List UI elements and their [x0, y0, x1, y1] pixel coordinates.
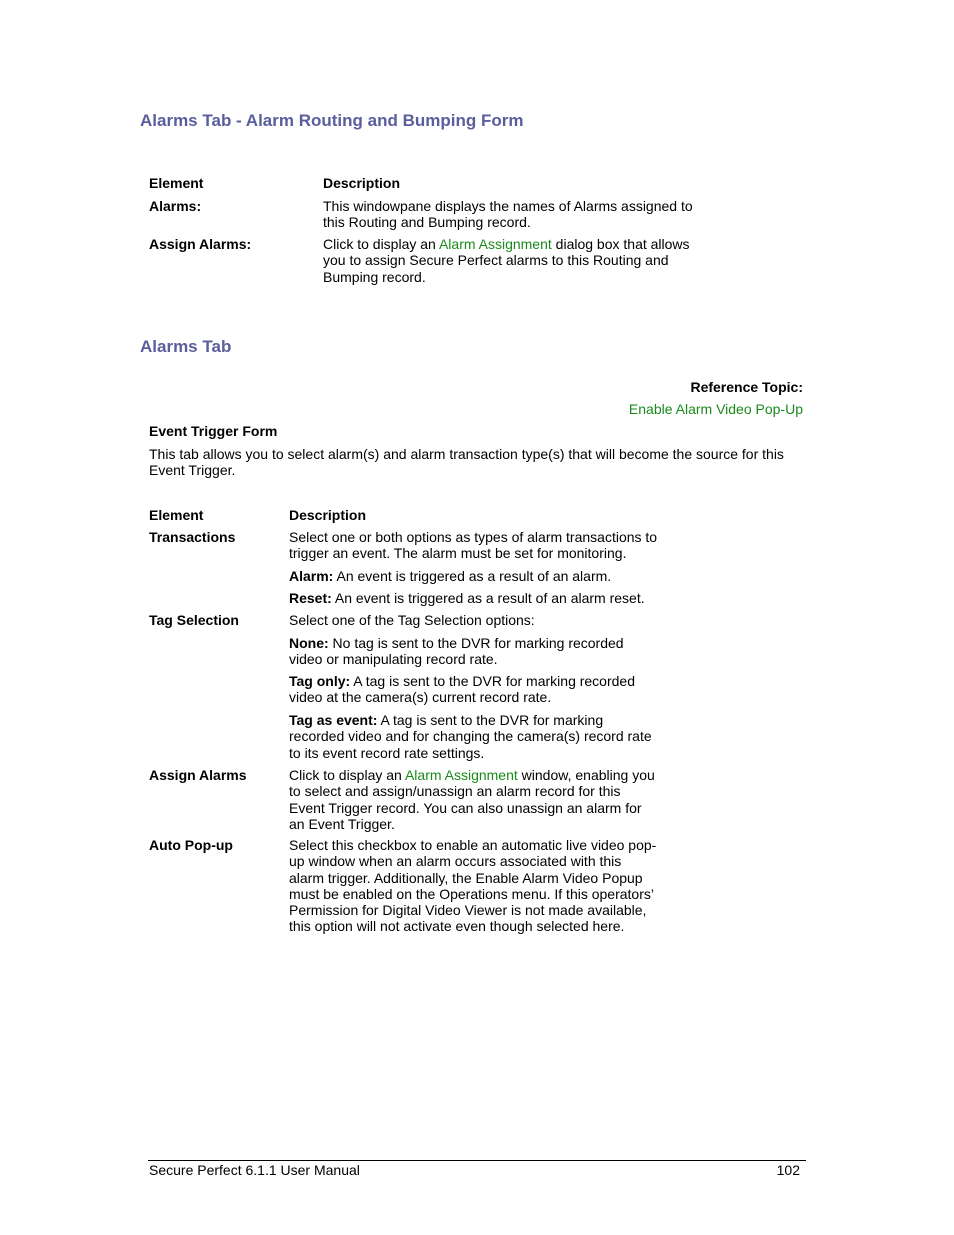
section-heading: Alarms Tab - Alarm Routing and Bumping Form [140, 111, 524, 130]
table-row-description: Click to display an Alarm Assignment dialog box that allows you to assign Secure Perfect alarms to this Routing and Bumping record. [323, 236, 690, 285]
section-heading: Alarms Tab [140, 337, 232, 356]
footer-manual-title: Secure Perfect 6.1.1 User Manual [149, 1162, 360, 1178]
table-row-element: Auto Pop-up [149, 837, 233, 853]
table-row-description: Select one or both options as types of alarm transactions to trigger an event. The alarm must be set for monitoring. [289, 529, 658, 562]
table-row-element: Alarms: [149, 198, 202, 214]
table-row-description: Select one of the Tag Selection options: [289, 612, 535, 628]
option-reset: Reset: An event is triggered as a result of an alarm reset. [289, 590, 645, 606]
table-row-element: Assign Alarms: [149, 236, 252, 252]
table-row-element: Tag Selection [149, 612, 239, 628]
alarm-assignment-link[interactable]: Alarm Assignment [404, 767, 518, 783]
table-row-description: This windowpane displays the names of Alarms assigned to this Routing and Bumping record. [323, 198, 693, 231]
option-alarm: Alarm: An event is triggered as a result of an alarm. [289, 568, 612, 584]
table-header-description: Description [289, 507, 367, 523]
intro-paragraph: This tab allows you to select alarm(s) and alarm transaction type(s) that will become the source for this Event Trigger. [149, 446, 784, 479]
alarm-assignment-link[interactable]: Alarm Assignment [438, 236, 552, 252]
table-header-element: Element [149, 175, 204, 191]
option-tag-as-event: Tag as event: A tag is sent to the DVR for marking recorded video and for changing the camera(s) record rate to its event record rate settings. [289, 712, 652, 761]
table-row-description: Click to display an Alarm Assignment window, enabling you to select and assign/unassign an alarm record for this Event Trigger record. You can also unassign an alarm for an Event Trigger. [289, 767, 655, 832]
footer-rule [148, 1160, 806, 1161]
table-row-element: Assign Alarms [149, 767, 247, 783]
reference-topic-label: Reference Topic: [690, 379, 803, 395]
table-header-element: Element [149, 507, 204, 523]
option-none: None: No tag is sent to the DVR for marking recorded video or manipulating record rate. [289, 635, 624, 668]
table-row-element: Transactions [149, 529, 236, 545]
footer-page-number: 102 [776, 1162, 800, 1178]
table-row-description: Select this checkbox to enable an automatic live video pop-up window when an alarm occurs associated with this alarm trigger. Additionally, the Enable Alarm Video Popup must be enabled on the Operations menu. If this operators’ Permission for Digital Video Viewer is not made available, this option will not activate even though selected here. [289, 837, 657, 935]
reference-topic-link[interactable]: Enable Alarm Video Pop-Up [628, 401, 803, 417]
table-header-description: Description [323, 175, 401, 191]
subheading: Event Trigger Form [149, 423, 278, 439]
option-tag-only: Tag only: A tag is sent to the DVR for marking recorded video at the camera(s) current record rate. [289, 673, 635, 706]
